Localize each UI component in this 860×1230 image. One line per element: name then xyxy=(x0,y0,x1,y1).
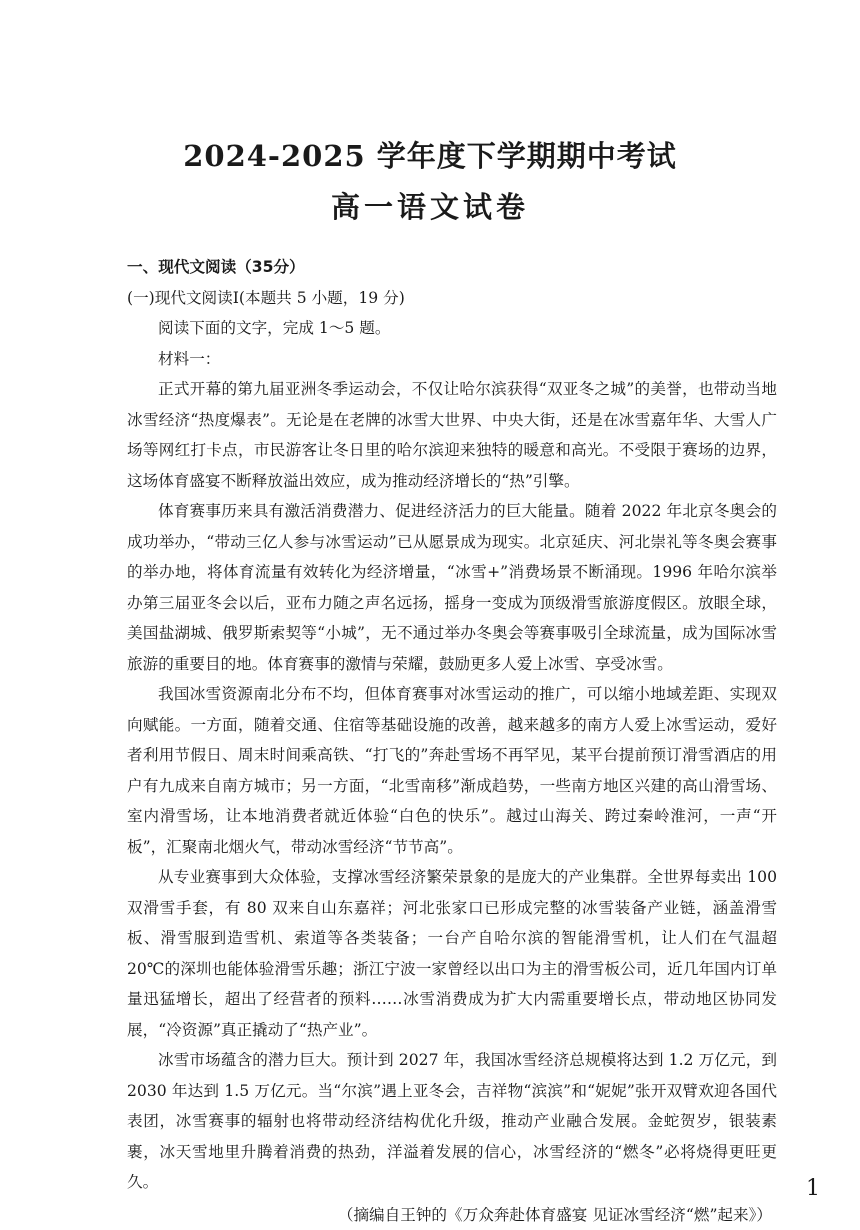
paragraph-4: 从专业赛事到大众体验，支撑冰雪经济繁荣景象的是庞大的产业集群。全世界每卖出 100 双滑雪手套，有 80 双来自山东嘉祥；河北张家口已形成完整的冰雪装备产业链，涵盖滑雪板、滑雪服到造雪机、索道等各类装备；一台产自哈尔滨的智能滑雪机，让人们在气温超 20℃的深圳也能体验滑雪乐趣；浙江宁波一家曾经以出口为主的滑雪板公司，近几年国内订单量迅猛增长，超出了经营者的预料……冰雪消费成为扩大内需重要增长点，带动地区协同发展，“冷资源”真正撬动了“热产业”。 xyxy=(127,862,777,1045)
exam-title: 2024-2025 学年度下学期期中考试 xyxy=(0,134,860,175)
paragraph-5: 冰雪市场蕴含的潜力巨大。预计到 2027 年，我国冰雪经济总规模将达到 1.2 万亿元，到 2030 年达到 1.5 万亿元。当“尔滨”遇上亚冬会，吉祥物“滨滨”和“妮妮”张开双臂欢迎各国代表团，冰雪赛事的辐射也将带动经济结构优化升级，推动产业融合发展。金蛇贺岁，银装素裹，冰天雪地里升腾着消费的热劲，洋溢着发展的信心，冰雪经济的“燃冬”必将烧得更旺更久。 xyxy=(127,1045,777,1198)
reading-section xyxy=(127,252,777,1230)
source-citation: （摘编自王钟的《万众奔赴体育盛宴 见证冰雪经济“燃”起来》） xyxy=(127,1200,777,1230)
material-label: 材料一： xyxy=(127,344,777,375)
instruction-text: 阅读下面的文字，完成 1～5 题。 xyxy=(127,313,777,344)
section-subheading: (一)现代文阅读Ⅰ(本题共 5 小题，19 分) xyxy=(127,283,777,314)
paragraph-3: 我国冰雪资源南北分布不均，但体育赛事对冰雪运动的推广，可以缩小地域差距、实现双向赋能。一方面，随着交通、住宿等基础设施的改善，越来越多的南方人爱上冰雪运动，爱好者利用节假日、周末时间乘高铁、“打飞的”奔赴雪场不再罕见，某平台提前预订滑雪酒店的用户有九成来自南方城市；另一方面，“北雪南移”渐成趋势，一些南方地区兴建的高山滑雪场、室内滑雪场，让本地消费者就近体验“白色的快乐”。越过山海关、跨过秦岭淮河，一声“开板”，汇聚南北烟火气，带动冰雪经济“节节高”。 xyxy=(127,679,777,862)
section-heading: 一、现代文阅读（35分） xyxy=(127,252,777,283)
paragraph-2: 体育赛事历来具有激活消费潜力、促进经济活力的巨大能量。随着 2022 年北京冬奥会的成功举办，“带动三亿人参与冰雪运动”已从愿景成为现实。北京延庆、河北崇礼等冬奥会赛事的举办地，将体育流量有效转化为经济增量，“冰雪+”消费场景不断涌现。1996 年哈尔滨举办第三届亚冬会以后，亚布力随之声名远扬，摇身一变成为顶级滑雪旅游度假区。放眼全球，美国盐湖城、俄罗斯索契等“小城”，无不通过举办冬奥会等赛事吸引全球流量，成为国际冰雪旅游的重要目的地。体育赛事的激情与荣耀，鼓励更多人爱上冰雪、享受冰雪。 xyxy=(127,496,777,679)
paragraph-1: 正式开幕的第九届亚洲冬季运动会，不仅让哈尔滨获得“双亚冬之城”的美誉，也带动当地冰雪经济“热度爆表”。无论是在老牌的冰雪大世界、中央大街，还是在冰雪嘉年华、大雪人广场等网红打卡点，市民游客让冬日里的哈尔滨迎来独特的暖意和高光。不受限于赛场的边界，这场体育盛宴不断释放溢出效应，成为推动经济增长的“热”引擎。 xyxy=(127,374,777,496)
page-number: 1 xyxy=(806,1176,820,1201)
exam-subtitle: 高一语文试卷 xyxy=(0,185,860,226)
